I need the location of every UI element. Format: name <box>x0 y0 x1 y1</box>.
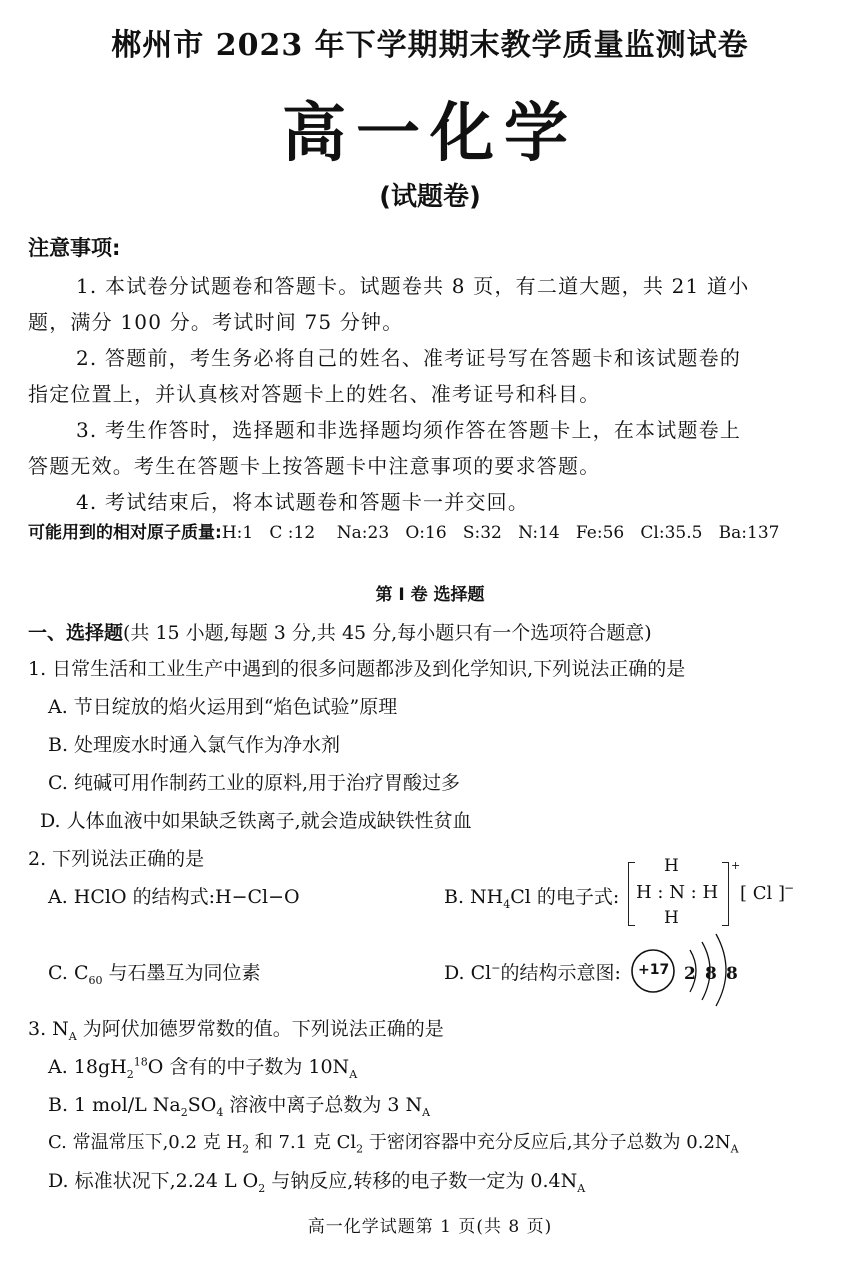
q2-c-sub: 60 <box>88 973 103 987</box>
shell-electrons-2: 8 <box>705 964 717 984</box>
atomic-mass-values: H:1 C :12 Na:23 O:16 S:32 N:14 Fe:56 Cl:35.5 Ba:137 <box>221 523 780 543</box>
q3-stem-post: 为阿伏加德罗常数的值。下列说法正确的是 <box>76 1018 444 1040</box>
q3-stem-sub: A <box>68 1029 77 1043</box>
notice-line-7: 4. 考试结束后，将本试题卷和答题卡一并交回。 <box>76 490 530 514</box>
notice-line-4: 指定位置上，并认真核对答题卡上的姓名、准考证号和科目。 <box>28 382 601 406</box>
q2-stem: 2. 下列说法正确的是 <box>28 848 205 870</box>
part-heading <box>28 618 652 645</box>
ed-main: H : N : H <box>636 882 719 903</box>
nucleus-label: +17 <box>638 962 670 978</box>
notice-line-6: 答题无效。考生在答题卡上按答题卡中注意事项的要求答题。 <box>28 454 601 478</box>
q1-option-a: A. 节日绽放的焰火运用到“焰色试验”原理 <box>48 696 398 718</box>
ed-minus-charge: − <box>784 881 795 895</box>
q3-c-sub2: 2 <box>356 1142 364 1156</box>
q3-c-t1: C. 常温常压下,0.2 克 H <box>48 1132 243 1153</box>
q2-d-pre: D. Cl <box>444 962 492 984</box>
ed-h-top: H <box>664 856 679 876</box>
q3-option-d <box>48 1166 585 1195</box>
ed-plus-charge: + <box>731 859 741 872</box>
section-title: 第 Ⅰ 卷 选择题 <box>375 585 485 605</box>
q3-a-sub1: 2 <box>126 1067 134 1081</box>
q3-stem <box>28 1014 444 1043</box>
q3-option-b <box>48 1090 430 1119</box>
q3-b-sub3: A <box>422 1105 431 1119</box>
q2-d-post: 的结构示意图: <box>500 962 621 984</box>
q2-b-sub: 4 <box>503 897 511 911</box>
ed-chloride: [ Cl ] <box>740 883 786 904</box>
q3-a-sub2: A <box>349 1067 358 1081</box>
q3-a-t2: O 含有的中子数为 10N <box>147 1056 350 1078</box>
q3-a-t1: A. 18gH <box>48 1056 127 1078</box>
q3-c-sub1: 2 <box>242 1142 250 1156</box>
paper-type: (试题卷) <box>379 182 481 212</box>
ed-h-bottom: H <box>664 908 679 928</box>
q2-b-post: Cl 的电子式: <box>510 886 620 908</box>
q3-d-t1: D. 标准状况下,2.24 L O <box>48 1170 259 1192</box>
q3-d-sub1: 2 <box>258 1181 266 1195</box>
q1-option-d: D. 人体血液中如果缺乏铁离子,就会造成缺铁性贫血 <box>40 810 472 832</box>
notice-line-1: 1. 本试卷分试题卷和答题卡。试题卷共 8 页，有二道大题，共 21 道小 <box>76 274 750 298</box>
q2-d-sup: − <box>491 961 501 975</box>
q2-b-pre: B. NH <box>444 886 504 908</box>
atomic-mass-label: 可能用到的相对原子质量: <box>28 523 222 543</box>
q2-option-a: A. HClO 的结构式:H−Cl−O <box>48 886 300 908</box>
q3-d-sub2: A <box>577 1181 586 1195</box>
electron-formula-left-bracket <box>628 862 635 926</box>
notice-line-2: 题，满分 100 分。考试时间 75 分钟。 <box>28 310 404 334</box>
shell-electrons-3: 8 <box>726 964 738 984</box>
q3-b-sub2: 4 <box>216 1105 224 1119</box>
notice-line-3: 2. 答题前，考生务必将自己的姓名、准考证号写在答题卡和该试题卷的 <box>76 346 742 370</box>
q2-c-pre: C. C <box>48 962 89 984</box>
q2-option-d <box>444 958 621 985</box>
q3-a-sup: 18 <box>133 1055 148 1069</box>
q3-option-a <box>48 1052 357 1081</box>
q3-b-t1: B. 1 mol/L Na <box>48 1094 181 1116</box>
atomic-mass-row <box>28 518 779 543</box>
q3-b-t3: 溶液中离子总数为 3 N <box>223 1094 423 1116</box>
q3-c-t3: 于密闭容器中充分反应后,其分子总数为 0.2N <box>363 1132 731 1153</box>
page-footer: 高一化学试题第 1 页(共 8 页) <box>307 1217 553 1237</box>
q3-c-sub3: A <box>730 1142 739 1156</box>
q3-stem-pre: 3. N <box>28 1018 69 1040</box>
exam-title: 郴州市 2023 年下学期期末教学质量监测试卷 <box>111 28 749 63</box>
q2-c-post: 与石墨互为同位素 <box>102 962 261 984</box>
electron-formula-right-bracket <box>722 862 729 926</box>
shell-electrons-1: 2 <box>684 964 696 984</box>
q2-option-c <box>48 958 261 987</box>
q2-option-b <box>444 882 619 911</box>
part-label: 一、选择题 <box>28 622 124 644</box>
q3-option-c <box>48 1128 739 1156</box>
q1-stem: 1. 日常生活和工业生产中遇到的很多问题都涉及到化学知识,下列说法正确的是 <box>28 658 686 680</box>
q1-option-b: B. 处理废水时通入氯气作为净水剂 <box>48 734 341 756</box>
q3-d-t2: 与钠反应,转移的电子数一定为 0.4N <box>265 1170 578 1192</box>
q3-b-t2: SO <box>187 1094 217 1116</box>
notice-line-5: 3. 考生作答时，选择题和非选择题均须作答在答题卡上，在本试题卷上 <box>76 418 742 442</box>
q3-b-sub1: 2 <box>180 1105 188 1119</box>
q3-c-t2: 和 7.1 克 Cl <box>249 1132 357 1153</box>
q1-option-c: C. 纯碱可用作制药工业的原料,用于治疗胃酸过多 <box>48 772 460 794</box>
notice-heading: 注意事项: <box>28 236 121 260</box>
shell-arc-3 <box>716 934 726 1006</box>
subject-title: 高一化学 <box>282 96 578 171</box>
part-desc: (共 15 小题,每题 3 分,共 45 分,每小题只有一个选项符合题意) <box>123 622 652 644</box>
